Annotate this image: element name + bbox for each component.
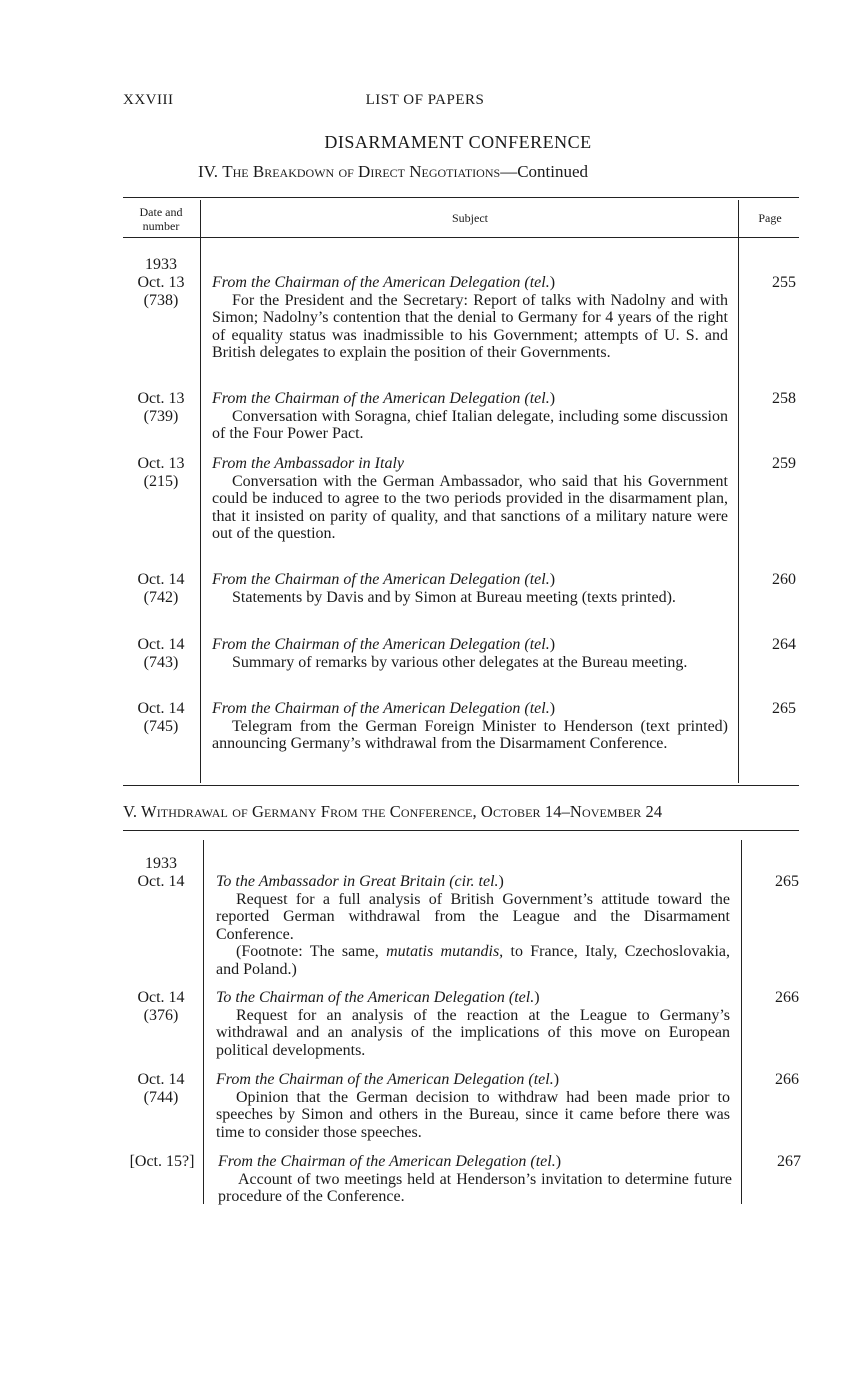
page-number: XXVIII bbox=[123, 92, 174, 108]
entry-from: From the Chairman of the American Delegation (tel.) bbox=[212, 571, 556, 588]
entry-from: From the Chairman of the American Delegation (tel.) bbox=[212, 390, 556, 407]
column-divider bbox=[200, 200, 201, 783]
entry-date: Oct. 13 bbox=[137, 455, 185, 472]
column-divider bbox=[741, 840, 742, 1204]
entry-date: Oct. 14 bbox=[137, 700, 185, 717]
entry-from: From the Chairman of the American Delegation (tel.) bbox=[212, 274, 556, 291]
entry-date: Oct. 13 bbox=[137, 390, 185, 407]
column-header-date: Date and number bbox=[139, 205, 183, 233]
entry-number: (742) bbox=[143, 588, 179, 606]
section-v-rule bbox=[123, 830, 799, 831]
entry-from: To the Chairman of the American Delegation (tel.) bbox=[216, 989, 540, 1006]
entry-number: (745) bbox=[143, 717, 179, 735]
entry-number: (376) bbox=[143, 1006, 179, 1024]
column-divider bbox=[738, 200, 739, 783]
column-header-subject: Subject bbox=[452, 211, 488, 225]
entry-number: (743) bbox=[143, 653, 179, 671]
table-top-rule bbox=[123, 197, 799, 198]
part-heading bbox=[198, 162, 588, 182]
entry-summary: Statements by Davis and by Simon at Bureau meeting (texts printed). bbox=[232, 588, 676, 606]
entry-from: From the Chairman of the American Delegation (tel.) bbox=[216, 1071, 560, 1088]
entry-summary: Telegram from the German Foreign Minister to Henderson (text printed) announcing Germany’s withdrawal from the Disarmament Conference. bbox=[212, 717, 728, 753]
entry-summary: For the President and the Secretary: Report of talks with Nadolny and with Simon; Nadolny’s contention that the denial to Germany for 4 years of the right of equality status was inadmissible to his Government; attempts of U. S. and British delegates to explain the position of their Governments. bbox=[212, 291, 728, 362]
part-heading-suffix: —Continued bbox=[500, 162, 589, 181]
table-bottom-rule bbox=[123, 785, 799, 786]
entry-number: (744) bbox=[143, 1088, 179, 1106]
entry-summary: Opinion that the German decision to withdraw had been made prior to speeches by Simon and others in the Bureau, since it came before there was time to consider those speeches. bbox=[216, 1088, 730, 1141]
entry-from: From the Chairman of the American Delegation (tel.) bbox=[218, 1153, 562, 1170]
entry-number: (215) bbox=[143, 472, 179, 490]
entry-from: From the Chairman of the American Delegation (tel.) bbox=[212, 700, 556, 717]
entry-page: 255 bbox=[772, 274, 796, 291]
entry-summary: Request for a full analysis of British Government’s attitude toward the reported German withdrawal from the League and the Disarmament Conference. bbox=[216, 890, 730, 943]
entry-date: [Oct. 15?] bbox=[129, 1153, 195, 1170]
entry-date: Oct. 13 bbox=[137, 274, 185, 291]
entry-page: 259 bbox=[772, 455, 796, 472]
entry-summary: Account of two meetings held at Henderson’s invitation to determine future procedure of the Conference. bbox=[218, 1170, 732, 1206]
year-label: 1933 bbox=[145, 256, 177, 273]
column-divider bbox=[203, 840, 204, 1204]
entry-summary: Request for an analysis of the reaction at the League to Germany’s withdrawal and an analysis of the implications of this move on European political developments. bbox=[216, 1006, 730, 1059]
entry-from: To the Ambassador in Great Britain (cir. tel.) bbox=[216, 873, 504, 890]
entry-summary: Conversation with the German Ambassador, who said that his Government could be induced to agree to the two periods provided in the disarmament plan, that it insisted on parity of quality, and that sanctions of a military nature were out of the question. bbox=[212, 472, 728, 543]
entry-from: From the Ambassador in Italy bbox=[212, 455, 404, 472]
entry-page: 258 bbox=[772, 390, 796, 407]
year-label: 1933 bbox=[145, 855, 177, 872]
entry-page: 265 bbox=[775, 873, 799, 890]
entry-date: Oct. 14 bbox=[137, 873, 185, 890]
entry-page: 266 bbox=[775, 1071, 799, 1088]
entry-number: (738) bbox=[143, 291, 179, 309]
entry-page: 260 bbox=[772, 571, 796, 588]
section-v-heading: V. Withdrawal of Germany From the Conference, October 14–November 24 bbox=[123, 802, 663, 821]
entry-date: Oct. 14 bbox=[137, 989, 185, 1006]
entry-page: 264 bbox=[772, 636, 796, 653]
section-title: DISARMAMENT CONFERENCE bbox=[324, 132, 592, 152]
table-header-rule bbox=[123, 237, 799, 238]
entry-date: Oct. 14 bbox=[137, 571, 185, 588]
part-heading-numeral: IV. bbox=[198, 162, 218, 181]
entry-summary: Summary of remarks by various other delegates at the Bureau meeting. bbox=[232, 653, 688, 671]
entry-footnote: (Footnote: The same, mutatis mutandis, to France, Italy, Czechoslovakia, and Poland.) bbox=[216, 943, 730, 978]
entry-page: 265 bbox=[772, 700, 796, 717]
part-heading-text: The Breakdown of Direct Negotiations bbox=[222, 162, 501, 181]
entry-summary: Conversation with Soragna, chief Italian delegate, including some discussion of the Four Power Pact. bbox=[212, 407, 728, 443]
entry-number: (739) bbox=[143, 407, 179, 425]
entry-page: 267 bbox=[777, 1153, 801, 1170]
entry-date: Oct. 14 bbox=[137, 636, 185, 653]
entry-page: 266 bbox=[775, 989, 799, 1006]
entry-date: Oct. 14 bbox=[137, 1071, 185, 1088]
entry-from: From the Chairman of the American Delegation (tel.) bbox=[212, 636, 556, 653]
running-title: LIST OF PAPERS bbox=[365, 92, 485, 108]
column-header-page: Page bbox=[758, 211, 782, 225]
